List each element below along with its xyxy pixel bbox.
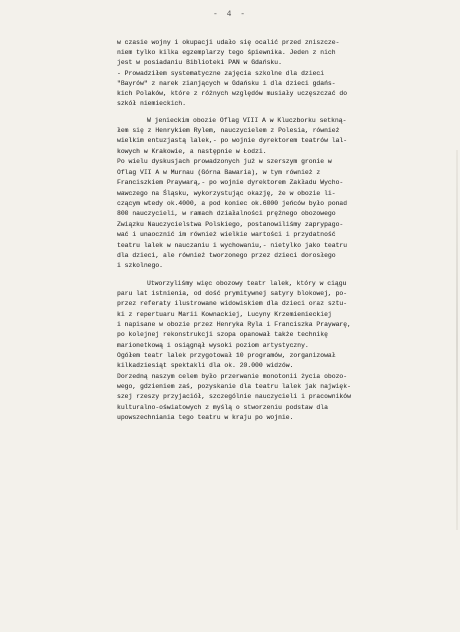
text-line: Utworzyliśmy więc obozowy teatr lalek, który w ciągu — [147, 280, 347, 287]
text-line: wego, gdzieniem zaś, pozyskanie dla teatru lalek jak najwięk- — [117, 383, 351, 390]
text-line: wielkim entuzjastą lalek,- po wojnie dyrektorem teatrów lal- — [117, 137, 348, 144]
text-line: i szkolnego. — [117, 262, 164, 269]
text-line: szej rzeszy przyjaciół, szczególnie nauczycieli i pracowników — [117, 393, 351, 400]
text-line: kich Polaków, które z różnych względów musiały uczęszczać do — [117, 90, 348, 97]
text-line: teatru lalek w nauczaniu i wychowaniu,- nietylko jako teatru — [117, 242, 348, 249]
text-line: czącym wtedy ok.4000, a pod koniec ok.6000 jeńców było ponad — [117, 200, 348, 207]
text-line: przez referaty ilustrowane widowiskiem dla dzieci oraz sztu- — [117, 300, 348, 307]
text-line: po kolejnej rekonstrukcji szopa opanował także technikę — [117, 331, 328, 338]
text-line: kulturalno-oświatowych z myślą o stworzeniu podstaw dla — [117, 404, 328, 411]
text-line: Ogółem teatr lalek przygotował 10 programów, zorganizował — [117, 352, 336, 359]
text-line: i napisane w obozie przez Henryka Ryla i Franciszka Praywarę, — [117, 321, 351, 328]
text-line: wawczego na Śląsku, wykorzystując okazję, że w obozie li- — [117, 190, 336, 197]
text-line: Franciszkiem Praywarą,- po wojnie dyrektorem Zakładu Wycho- — [117, 179, 344, 186]
text-line: W jenieckim obozie Oflag VIII A w Kluczborku setkną- — [147, 117, 347, 124]
text-line: "Bayrów" z narek zianjących w Gdańsku i dla dzieci gdańs- — [117, 80, 336, 87]
text-line: Dorzedną naszym celem było przerwanie monotonii życia obozo- — [117, 373, 348, 380]
text-line: kilkadziesiąt spektakli dla ok. 20.000 widzów. — [117, 362, 294, 369]
text-line: dla dzieci, ale również tworzonego przez dzieci dorosłego — [117, 252, 336, 259]
text-line: niem tylko kilka egzemplarzy tego śpiewnika. Jeden z nich — [117, 49, 336, 56]
text-line: szkół niemieckich. — [117, 100, 187, 107]
text-line: jest w posiadaniu Biblioteki PAN w Gdańsku. — [117, 59, 282, 66]
text-line: Oflag VII A w Murnau (Górna Bawaria), w tym również z — [117, 169, 321, 176]
text-line: Po wielu dyskusjach prowadzonych już w szerszym gronie w — [117, 158, 332, 165]
text-line: łem się z Henrykiem Rylem, nauczycielem z Polesia, również — [117, 127, 340, 134]
text-line: Związku Nauczycielstwa Polskiego, postanowiliśmy zaprypago- — [117, 221, 344, 228]
text-line: marionetkową i osiągnął wysoki poziom artystyczny. — [117, 342, 309, 349]
page-number: - 4 - — [212, 10, 247, 19]
text-line: paru lat istnienia, od dość prymitywnej satyry blokowej, po- — [117, 290, 348, 297]
margin-shadow — [456, 150, 458, 530]
text-line: wać i unaocznić im również wielkie wartości i przydatność — [117, 231, 336, 238]
text-line: kowych w Krakowie, a następnie w Łodzi. — [117, 148, 267, 155]
text-line: - Prowadziłem systematyczne zajęcia szkolne dla dzieci — [117, 70, 325, 77]
text-line: 800 nauczycieli, w ramach działalności prężnego obozowego — [117, 210, 336, 217]
text-line: ki z repertuaru Marii Kownackiej, Lucyny Krzemienieckiej — [117, 311, 332, 318]
text-line: w czasie wojny i okupacji udało się ocalić przed zniszcze- — [117, 39, 340, 46]
text-line: upowszechniania tego teatru w kraju po wojnie. — [117, 414, 294, 421]
